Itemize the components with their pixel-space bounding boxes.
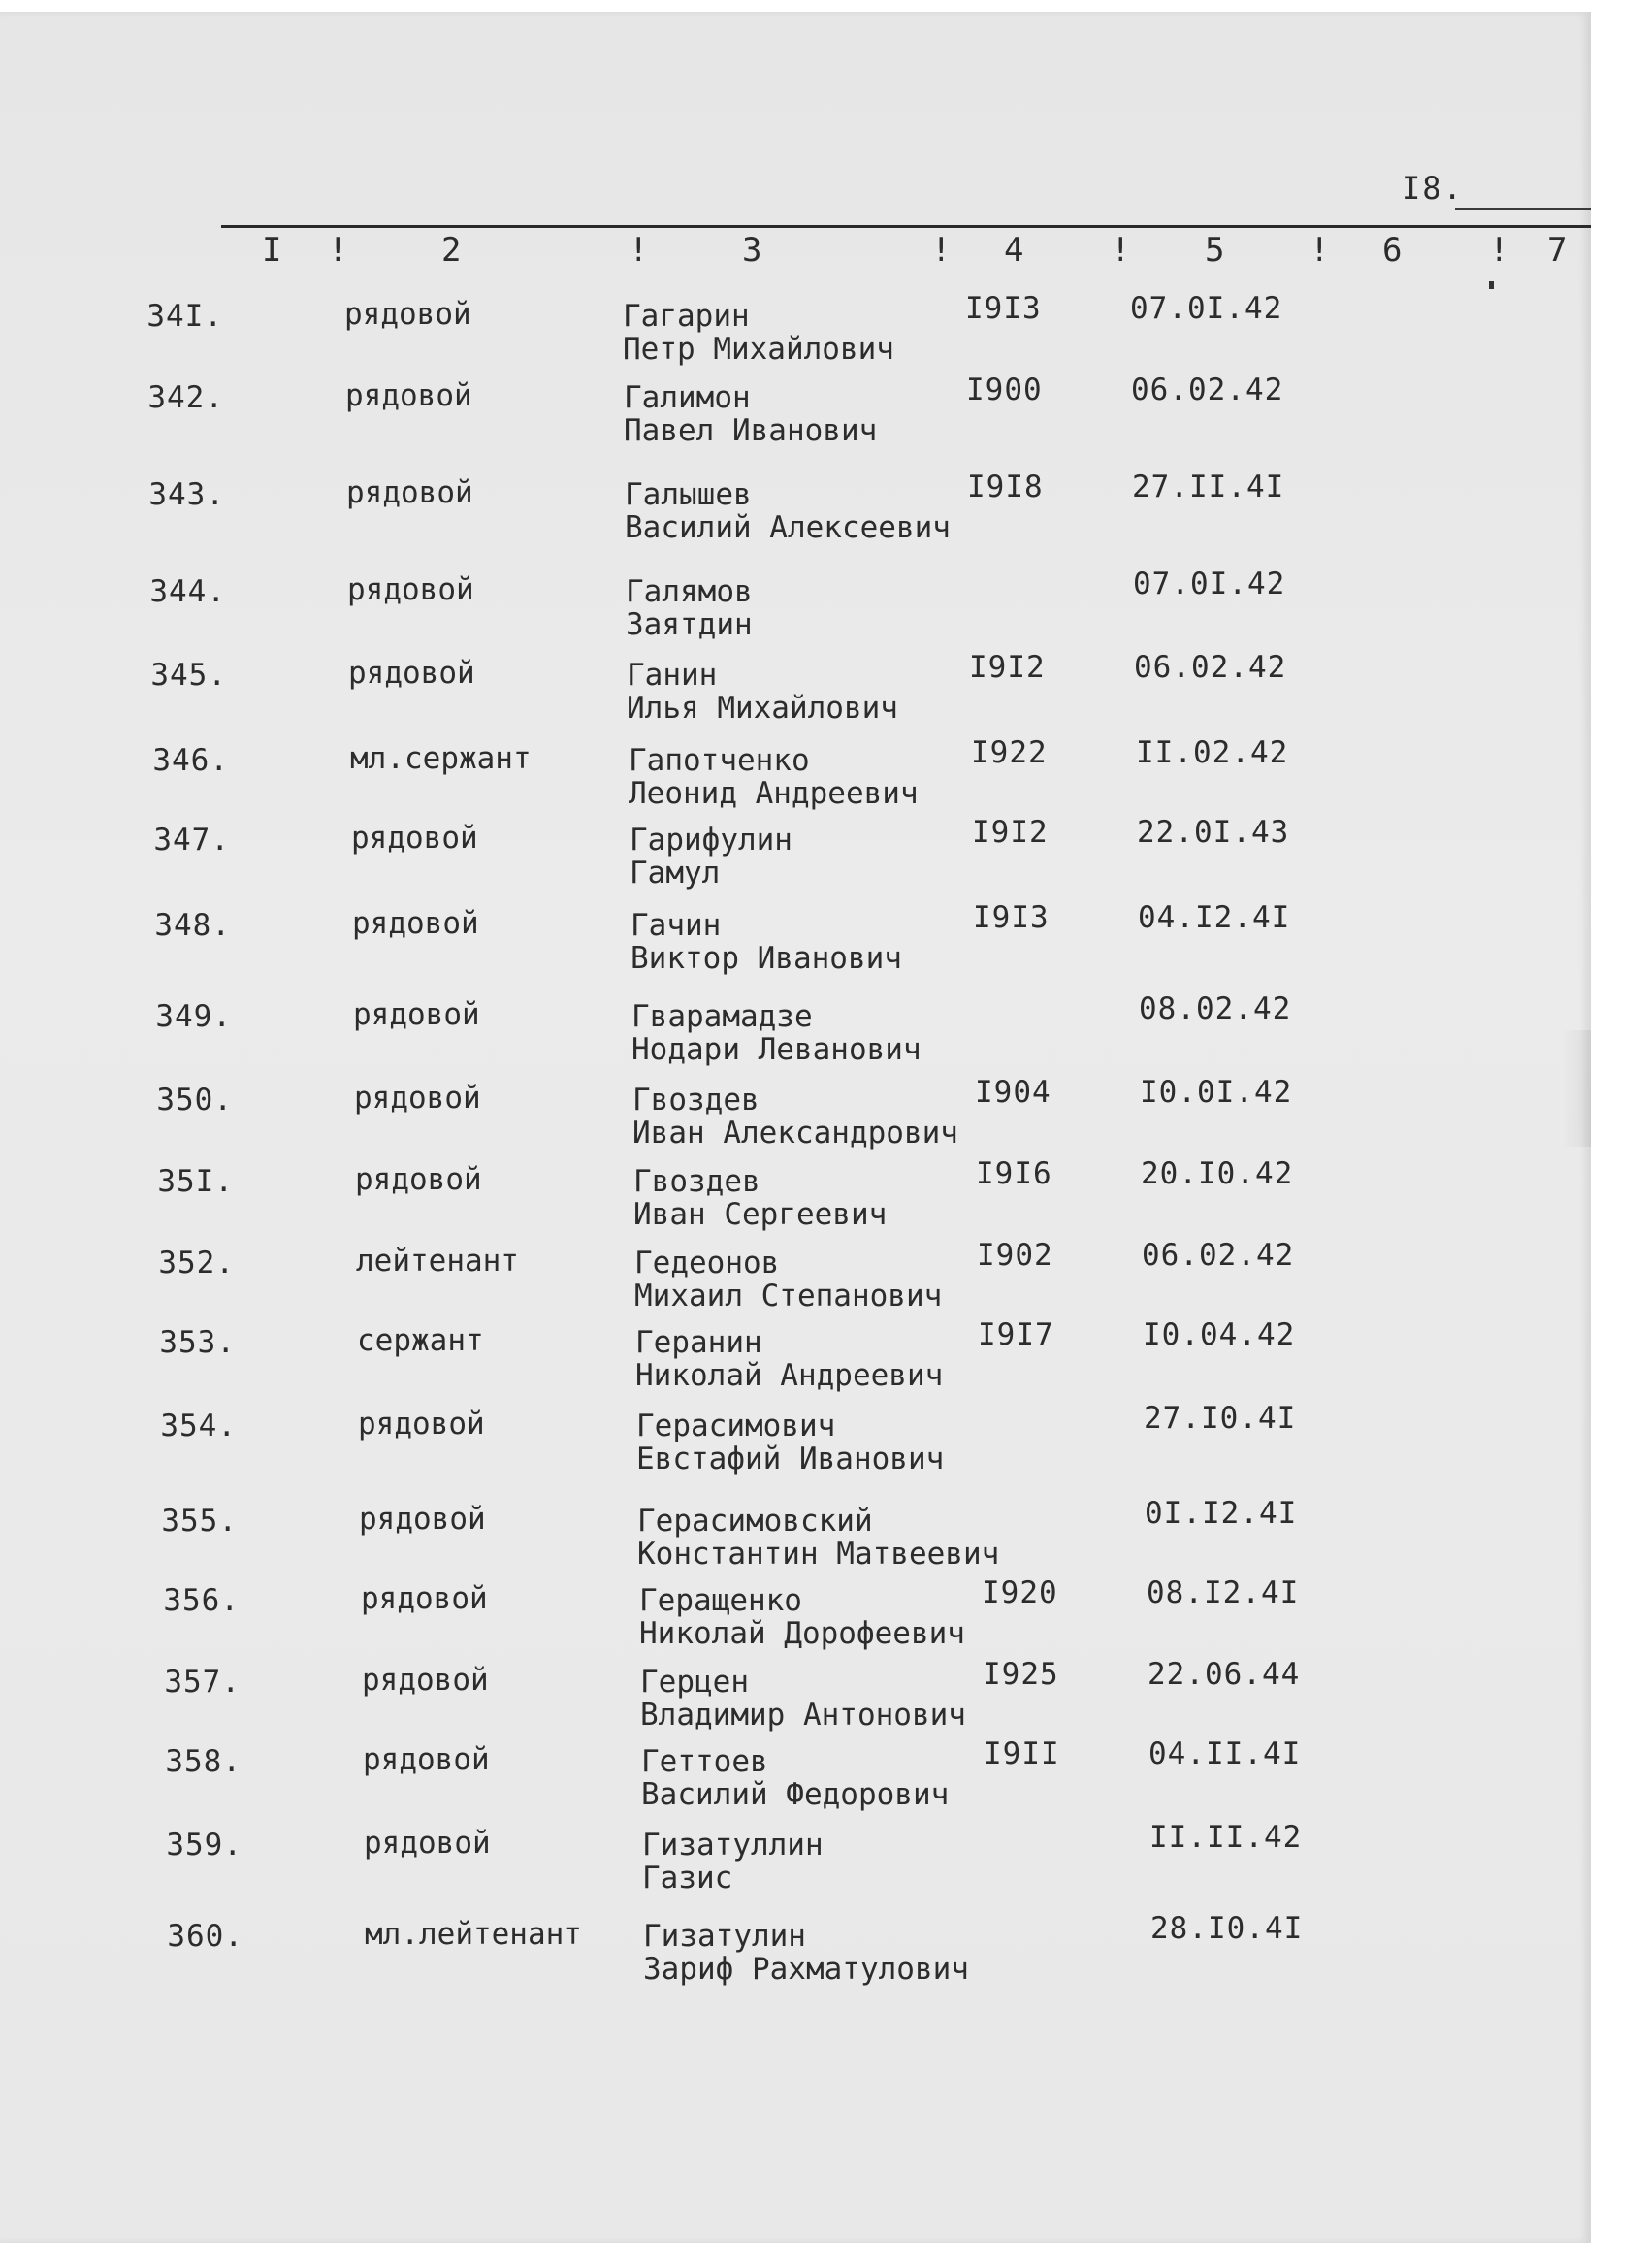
- birth-year: I9I2: [972, 815, 1049, 850]
- date: II.II.42: [1149, 1820, 1303, 1855]
- record-number: 353.: [159, 1325, 236, 1360]
- rank: лейтенант: [356, 1244, 519, 1279]
- surname: Гвоздев: [633, 1164, 760, 1199]
- given-names: Петр Михайлович: [623, 332, 894, 367]
- date: 06.02.42: [1142, 1238, 1295, 1273]
- given-names: Гамул: [630, 856, 721, 891]
- top-rule-short: [1455, 208, 1591, 210]
- record-number: 349.: [155, 999, 232, 1034]
- ink-mark: [1489, 281, 1494, 289]
- date: 22.0I.43: [1137, 815, 1290, 850]
- birth-year: I9I7: [978, 1317, 1054, 1352]
- rank: рядовой: [353, 997, 480, 1032]
- surname: Гачин: [630, 908, 722, 943]
- column-separator: !: [328, 231, 348, 270]
- record-number: 342.: [147, 380, 224, 415]
- record-number: 35I.: [157, 1164, 234, 1199]
- column-header-6: 6: [1382, 231, 1403, 270]
- given-names: Нодари Леванович: [631, 1032, 922, 1067]
- date: 04.I2.4I: [1138, 900, 1291, 935]
- table-row: [0, 815, 1591, 892]
- table-row: [0, 900, 1591, 978]
- date: 28.I0.4I: [1150, 1911, 1304, 1946]
- rank: рядовой: [346, 475, 473, 510]
- date: 08.I2.4I: [1147, 1575, 1300, 1610]
- table-row: [0, 1075, 1591, 1152]
- given-names: Константин Матвеевич: [637, 1537, 1000, 1571]
- surname: Галимон: [624, 380, 751, 415]
- rank: рядовой: [344, 297, 471, 332]
- table-row: [0, 1575, 1591, 1653]
- surname: Гагарин: [623, 299, 750, 334]
- given-names: Иван Александрович: [632, 1116, 958, 1150]
- given-names: Виктор Иванович: [630, 941, 902, 976]
- surname: Ганин: [627, 658, 718, 693]
- column-header-2: 2: [441, 231, 462, 270]
- given-names: Евстафий Иванович: [636, 1442, 945, 1476]
- date: 20.I0.42: [1141, 1156, 1294, 1191]
- record-number: 343.: [148, 477, 225, 512]
- rank: рядовой: [362, 1663, 489, 1698]
- given-names: Василий Алексеевич: [625, 510, 951, 545]
- given-names: Леонид Андреевич: [629, 776, 919, 811]
- birth-year: I9II: [984, 1736, 1060, 1771]
- rank: мл.сержант: [350, 741, 532, 776]
- rank: рядовой: [364, 1826, 491, 1861]
- birth-year: I925: [983, 1657, 1059, 1692]
- column-header-row: [0, 231, 1591, 279]
- surname: Герасимович: [636, 1409, 836, 1443]
- birth-year: I902: [977, 1238, 1053, 1273]
- birth-year: I9I2: [969, 650, 1046, 685]
- record-number: 348.: [154, 908, 231, 943]
- record-number: 350.: [156, 1083, 233, 1118]
- date: I0.0I.42: [1140, 1075, 1293, 1110]
- surname: Галямов: [626, 574, 753, 609]
- date: 22.06.44: [1148, 1657, 1301, 1692]
- rank: рядовой: [351, 821, 478, 856]
- rank: сержант: [357, 1323, 484, 1358]
- column-separator: !: [1489, 231, 1509, 270]
- table-row: [0, 373, 1591, 450]
- column-separator: !: [1310, 231, 1330, 270]
- surname: Герцен: [640, 1665, 749, 1700]
- birth-year: I9I3: [973, 900, 1050, 935]
- column-header-4: 4: [1004, 231, 1024, 270]
- surname: Гвоздев: [632, 1083, 760, 1118]
- birth-year: I9I6: [976, 1156, 1052, 1191]
- rank: рядовой: [348, 656, 475, 691]
- rank: рядовой: [354, 1081, 481, 1116]
- rank: рядовой: [358, 1407, 485, 1442]
- birth-year: I9I3: [965, 291, 1042, 326]
- table-row: [0, 291, 1591, 369]
- given-names: Газис: [642, 1861, 733, 1895]
- rank: рядовой: [363, 1742, 490, 1777]
- surname: Геранин: [635, 1325, 762, 1360]
- date: 04.II.4I: [1148, 1736, 1302, 1771]
- column-header-3: 3: [742, 231, 762, 270]
- birth-year: I900: [966, 373, 1043, 407]
- date: 08.02.42: [1139, 991, 1292, 1026]
- date: 07.0I.42: [1130, 291, 1283, 326]
- record-number: 359.: [166, 1828, 242, 1863]
- given-names: Заятдин: [626, 607, 753, 642]
- date: I0.04.42: [1143, 1317, 1296, 1352]
- surname: Геращенко: [639, 1583, 802, 1618]
- record-number: 352.: [158, 1246, 235, 1280]
- record-number: 347.: [153, 823, 230, 858]
- page-number: I8.: [1402, 170, 1464, 207]
- column-separator: !: [1111, 231, 1131, 270]
- column-separator: !: [931, 231, 952, 270]
- date: 06.02.42: [1131, 373, 1284, 407]
- table-row: [0, 735, 1591, 813]
- column-header-5: 5: [1205, 231, 1225, 270]
- record-number: 360.: [167, 1919, 243, 1954]
- record-number: 345.: [150, 658, 227, 693]
- rank: рядовой: [361, 1581, 488, 1616]
- rank: рядовой: [352, 906, 479, 941]
- given-names: Василий Федорович: [641, 1777, 950, 1812]
- record-number: 356.: [163, 1583, 240, 1618]
- birth-year: I904: [975, 1075, 1051, 1110]
- given-names: Николай Дорофеевич: [639, 1616, 965, 1651]
- date: 27.I0.4I: [1144, 1401, 1297, 1436]
- rank: рядовой: [359, 1502, 486, 1537]
- surname: Гварамадзе: [631, 999, 813, 1034]
- given-names: Зариф Рахматулович: [643, 1952, 969, 1987]
- table-row: [0, 1820, 1591, 1897]
- record-number: 355.: [161, 1504, 238, 1539]
- given-names: Михаил Степанович: [634, 1279, 943, 1313]
- surname: Гедеонов: [634, 1246, 780, 1280]
- date: 06.02.42: [1134, 650, 1287, 685]
- header-top-rule: [221, 225, 1591, 228]
- table-row: [0, 1238, 1591, 1315]
- record-number: 34I.: [146, 299, 223, 334]
- record-number: 354.: [160, 1409, 237, 1443]
- surname: Гизатуллин: [642, 1828, 824, 1863]
- table-row: [0, 470, 1591, 547]
- given-names: Иван Сергеевич: [633, 1197, 888, 1232]
- rank: рядовой: [355, 1162, 482, 1197]
- date: II.02.42: [1136, 735, 1289, 770]
- table-row: [0, 1496, 1591, 1573]
- surname: Герасимовский: [637, 1504, 873, 1539]
- column-separator: !: [629, 231, 649, 270]
- table-row: [0, 650, 1591, 728]
- rank: рядовой: [345, 378, 472, 413]
- surname: Гапотченко: [629, 743, 810, 778]
- surname: Гизатулин: [643, 1919, 806, 1954]
- table-row: [0, 1317, 1591, 1395]
- table-row: [0, 991, 1591, 1069]
- given-names: Павел Иванович: [624, 413, 878, 448]
- record-number: 344.: [149, 574, 226, 609]
- date: 27.II.4I: [1132, 470, 1285, 504]
- rank: мл.лейтенант: [365, 1917, 582, 1952]
- table-row: [0, 1156, 1591, 1234]
- birth-year: I922: [971, 735, 1048, 770]
- table-row: [0, 567, 1591, 644]
- column-header-1: I: [262, 231, 282, 270]
- table-row: [0, 1911, 1591, 1989]
- birth-year: I920: [982, 1575, 1058, 1610]
- birth-year: I9I8: [967, 470, 1044, 504]
- table-row: [0, 1736, 1591, 1814]
- surname: Гарифулин: [630, 823, 792, 858]
- surname: Геттоев: [641, 1744, 768, 1779]
- table-row: [0, 1401, 1591, 1478]
- given-names: Владимир Антонович: [640, 1698, 966, 1733]
- given-names: Илья Михайлович: [627, 691, 898, 726]
- surname: Галышев: [625, 477, 752, 512]
- date: 0I.I2.4I: [1145, 1496, 1298, 1531]
- record-number: 357.: [164, 1665, 241, 1700]
- rank: рядовой: [347, 572, 474, 607]
- given-names: Николай Андреевич: [635, 1358, 944, 1393]
- record-number: 346.: [152, 743, 229, 778]
- date: 07.0I.42: [1133, 567, 1286, 601]
- column-header-7: 7: [1547, 231, 1568, 270]
- record-number: 358.: [165, 1744, 242, 1779]
- table-row: [0, 1657, 1591, 1734]
